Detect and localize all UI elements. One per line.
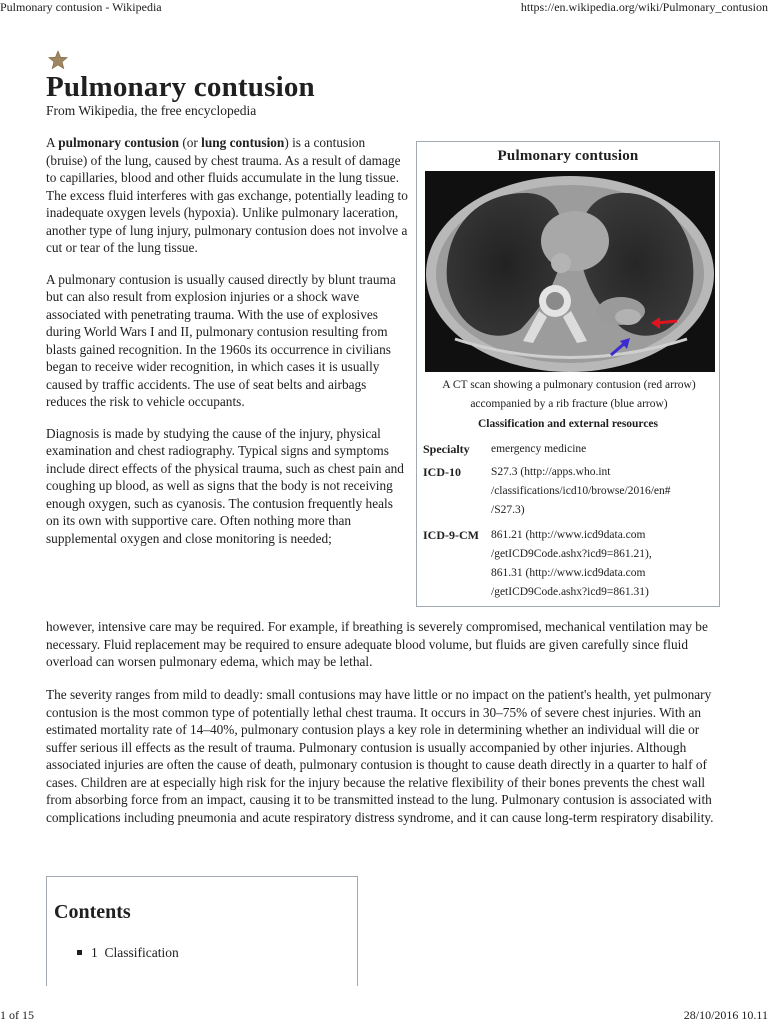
ct-scan-image (425, 171, 715, 372)
paragraph-intro: A pulmonary contusion (or lung contusion) is a contusion (bruise) of the lung, caused by chest trauma. As a result of damage to capillaries, blood and other fluids accumulate in the lung tissue. The excess fluid interferes with gas exchange, potentially leading to inadequate oxygen levels (hypoxia). Unlike pulmonary laceration, another type of lung injury, pulmonary contusion does not involve a cut or tear of the lung tissue. (46, 135, 408, 255)
image-caption: A CT scan showing a pulmonary contusion (red arrow) accompanied by a rib fracture (blue arrow) (442, 379, 696, 410)
toc-item-classification[interactable]: 1 Classification (77, 945, 179, 961)
icd10-value[interactable]: S27.3 (http://apps.who.int /classifications/icd10/browse/2016/en# /S27.3) (491, 466, 671, 516)
print-datetime: 28/10/2016 10.11 (683, 1008, 768, 1022)
page-number: 1 of 15 (0, 1008, 34, 1022)
article-body-column (46, 134, 408, 561)
paragraph-causes: A pulmonary contusion is usually caused directly by blunt trauma but can also result from explosion injuries or a shock wave associated with penetrating trauma. With the use of explosives during World Wars I and II, pulmonary contusion resulting from blasts gained recognition. In the 1960s its occurrence in civilians began to receive wider recognition, in which cases it is usually caused by traffic accidents. The use of seat belts and airbags reduces the risk to vehicle occupants. (46, 271, 396, 409)
paragraph-diagnosis: Diagnosis is made by studying the cause of the injury, physical examination and chest radiography. Typical signs and symptoms include direct effects of the physical trauma, such as chest pain and coughing up blood, as well as signs that the body is not receiving enough oxygen, such as cyanosis. The contusion frequently heals on its own with supportive care. Often nothing more than supplemental oxygen and close monitoring is needed; (46, 425, 404, 546)
icd10-label: ICD-10 (423, 465, 461, 479)
icd9-label: ICD-9-CM (423, 528, 479, 542)
paragraph-severity: The severity ranges from mild to deadly: small contusions may have little or no impact on the patient's health, yet pulmonary contusion is the most common type of potentially lethal chest trauma. It occurs in 30–75% of severe chest injuries. With an estimated mortality rate of 14–40%, pulmonary contusion plays a key role in determining whether an individual will die or suffer serious ill effects as the result of trauma. Pulmonary contusion is usually accompanied by other injuries. Although associated injuries are often the cause of death, pulmonary contusion is thought to cause death directly in a quarter to half of cases. Children are at especially high risk for the injury because the relative flexibility of their bones prevents the chest wall from absorbing force from an impact, causing it to be transmitted instead to the lung. Pulmonary contusion is associated with complications including pneumonia and acute respiratory distress syndrome, and it can cause long-term respiratory disability. (46, 687, 714, 825)
classification-header: Classification and external resources (477, 418, 659, 430)
featured-star-icon (48, 50, 68, 70)
specialty-value[interactable]: emergency medicine (491, 443, 587, 455)
article-subtitle: From Wikipedia, the free encyclopedia (46, 103, 257, 118)
icd9-value[interactable]: 861.21 (http://www.icd9data.com /getICD9Code.ashx?icd9=861.21), 861.31 (http://www.icd9data.com /getICD9Code.ashx?icd9=861.31) (491, 529, 652, 598)
specialty-label: Specialty (423, 442, 470, 456)
contents-title: Contents (54, 901, 131, 923)
page-url[interactable]: https://en.wikipedia.org/wiki/Pulmonary_contusion (520, 0, 768, 14)
paragraph-diagnosis-continued: however, intensive care may be required. For example, if breathing is severely compromised, mechanical ventilation may be necessary. Fluid replacement may be required to ensure adequate blood volume, but fluids are given carefully since fluid overload can worsen pulmonary edema, which may be lethal. (46, 619, 708, 669)
infobox (416, 141, 720, 607)
table-of-contents (46, 876, 358, 986)
term-lung-contusion: lung contusion (201, 135, 285, 150)
browser-tab-title: Pulmonary contusion - Wikipedia (0, 0, 162, 14)
bullet-icon (77, 950, 82, 955)
infobox-title: Pulmonary contusion (497, 148, 639, 164)
article-title: Pulmonary contusion (46, 71, 315, 103)
term-pulmonary-contusion: pulmonary contusion (58, 135, 180, 150)
